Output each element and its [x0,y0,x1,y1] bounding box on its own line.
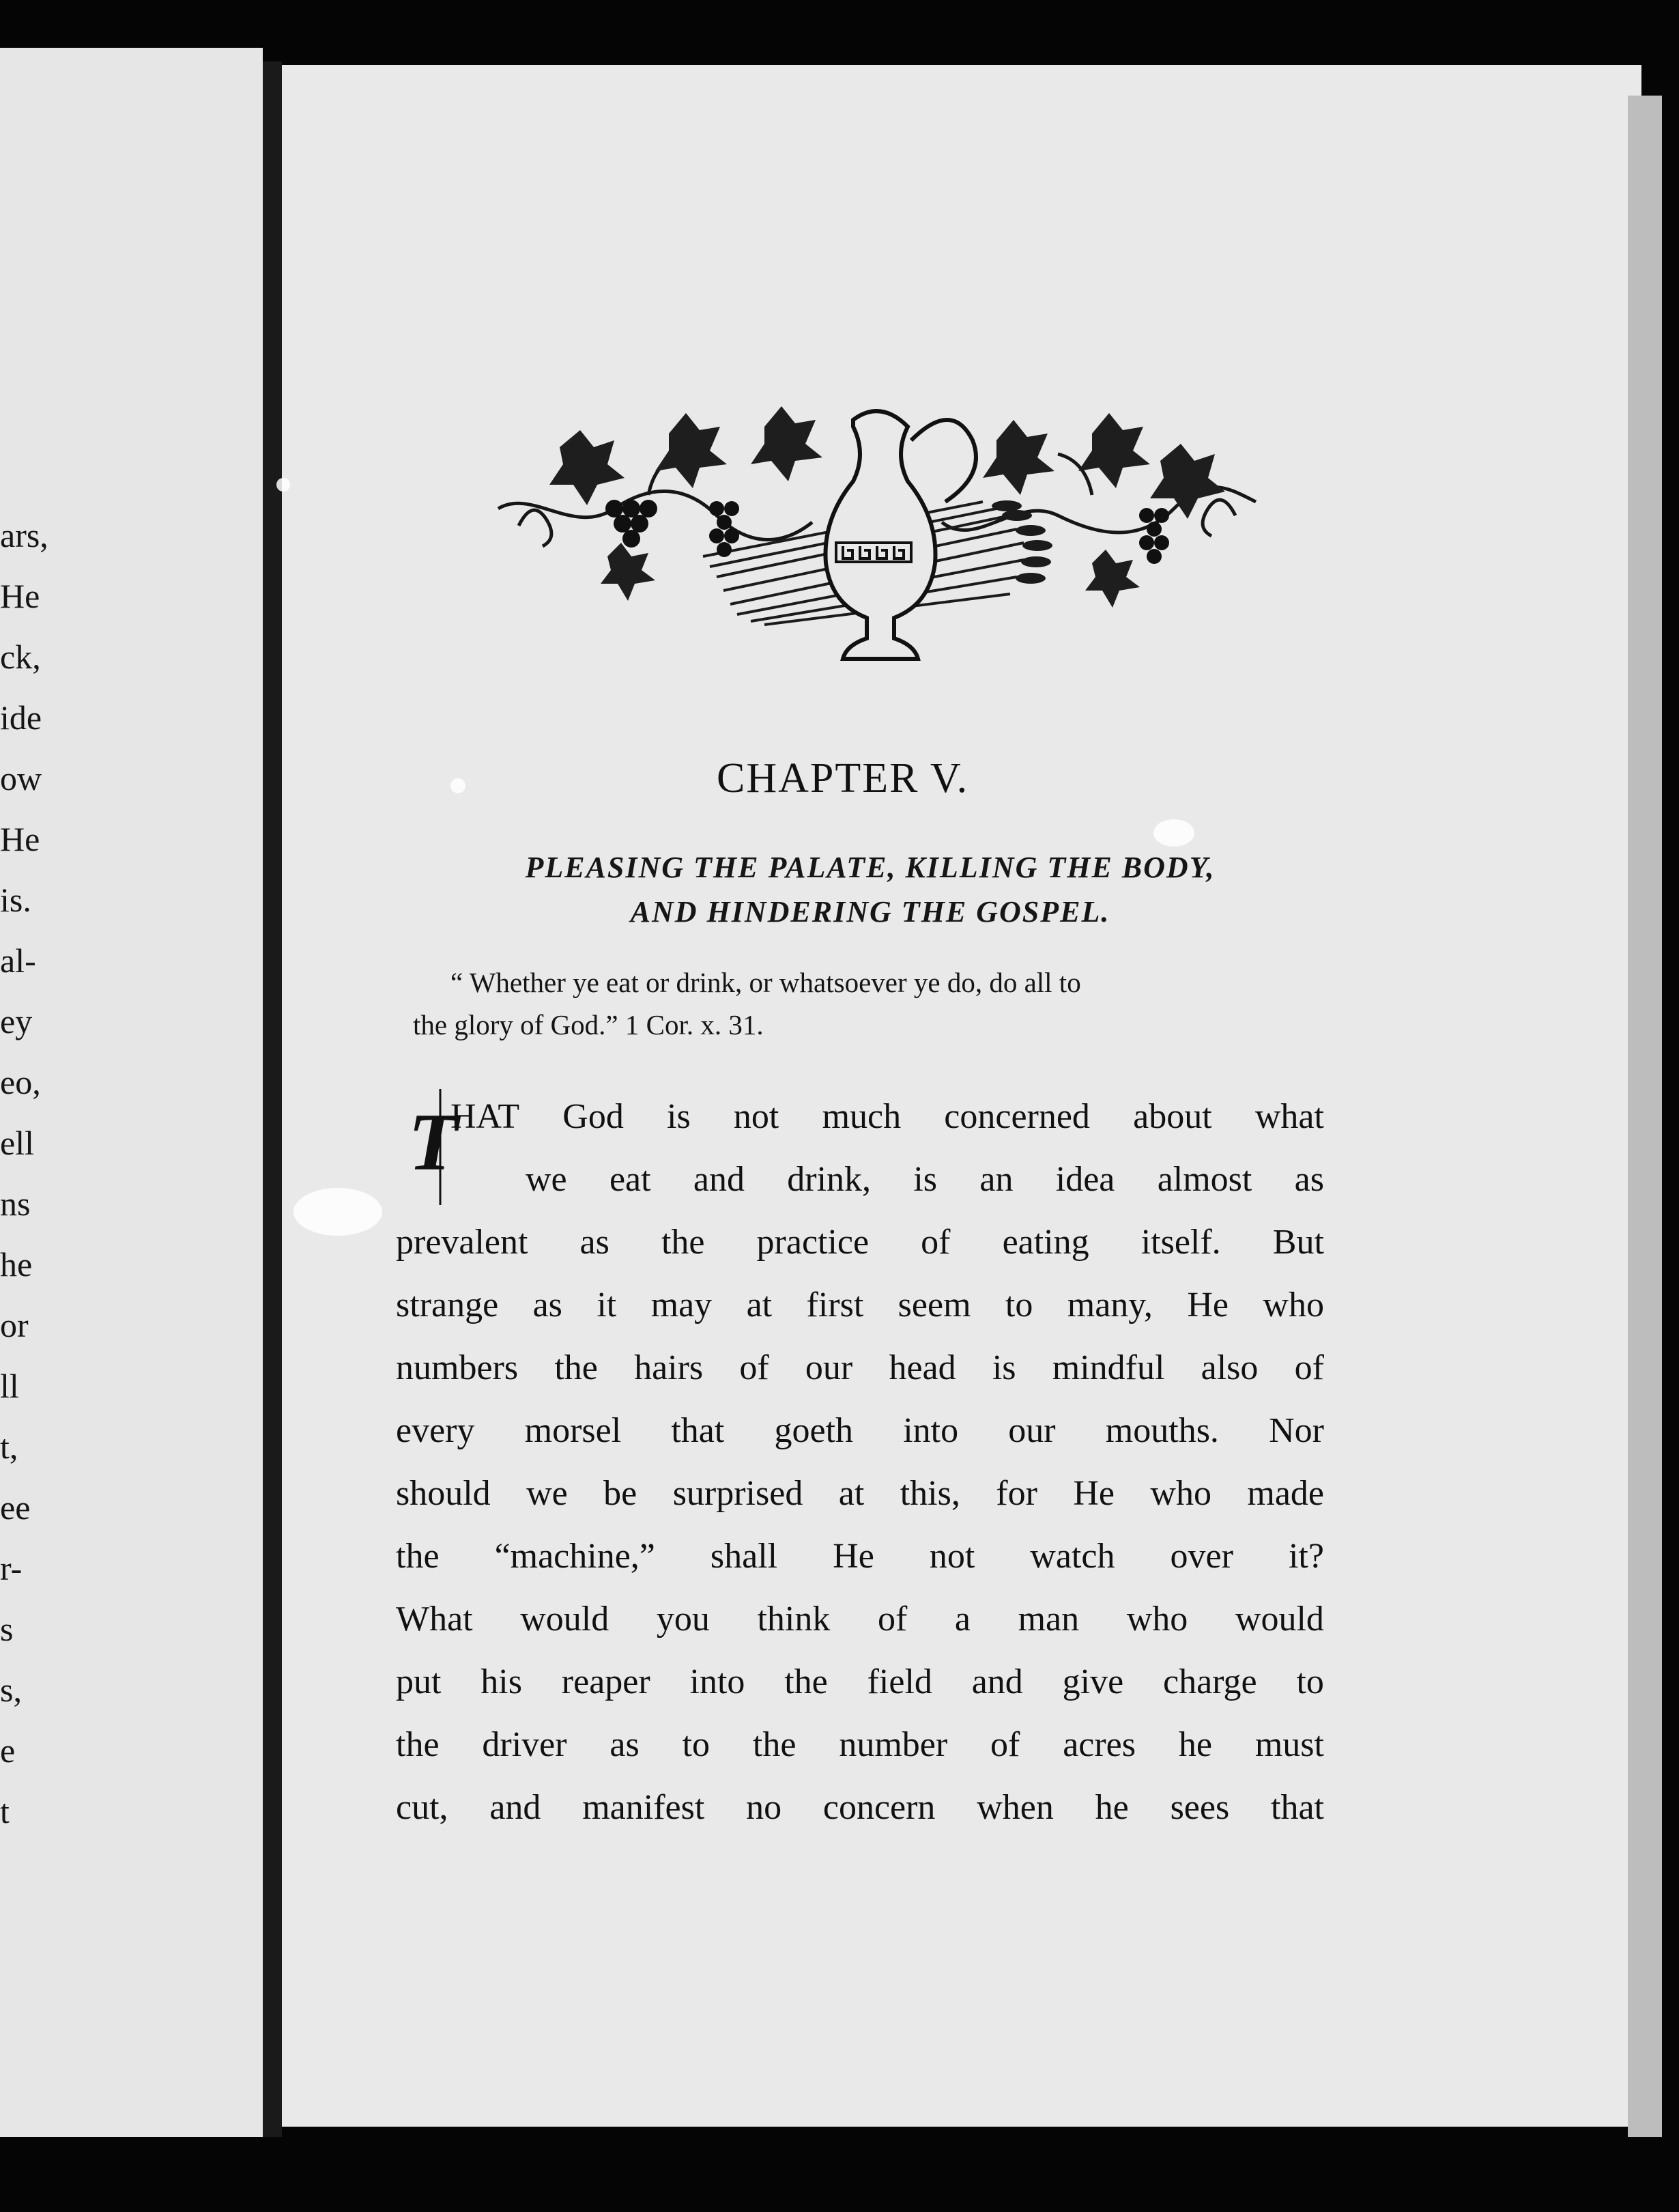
body-word: much [822,1097,902,1136]
previous-line-fragment: He [0,820,40,858]
scan-speck [1153,819,1194,847]
body-word: strange [396,1286,499,1324]
body-word: it [597,1286,617,1324]
body-word: may [650,1286,713,1324]
previous-line-fragment: eo, [0,1063,41,1101]
body-word: should [396,1474,491,1513]
body-word: concern [822,1788,936,1827]
body-word: But [1272,1223,1324,1262]
body-word: when [977,1788,1054,1827]
body-word: you [656,1600,710,1639]
body-word: he [1178,1725,1212,1764]
body-word: a [954,1600,971,1639]
body-word: and [693,1160,745,1199]
body-word: acres [1063,1725,1136,1764]
body-line-6 [396,1400,1324,1462]
body-word: of [1294,1348,1324,1387]
body-word: number [839,1725,948,1764]
body-word: eating [1002,1223,1089,1262]
body-word: of [990,1725,1020,1764]
previous-line-fragment: ow [0,759,42,797]
body-word: we [526,1160,567,1199]
body-word: to [682,1725,711,1764]
body-word: He [833,1537,874,1576]
body-word: about [1133,1097,1212,1136]
previous-line-fragment: al- [0,941,36,980]
body-line-1 [396,1086,1324,1148]
body-line-2 [396,1148,1324,1211]
body-word: our [1008,1411,1056,1450]
body-word: would [1235,1600,1324,1639]
body-word: mindful [1052,1348,1165,1387]
body-line-3 [396,1211,1324,1274]
body-word: many, [1067,1286,1153,1324]
body-word: who [1126,1600,1188,1639]
body-word: charge [1163,1662,1257,1701]
body-word: as [1294,1160,1324,1199]
body-word: hairs [634,1348,704,1387]
body-word: is [913,1160,938,1199]
chapter-subtitle-line-2: AND HINDERING THE GOSPEL. [630,895,1110,928]
body-word: prevalent [396,1223,528,1262]
body-word: give [1062,1662,1124,1701]
body-word: to [1296,1662,1324,1701]
scan-speck [276,478,290,492]
body-word: He [1073,1474,1115,1513]
previous-line-fragment: s [0,1610,14,1648]
body-line-9 [396,1588,1324,1651]
body-line-8 [396,1525,1324,1588]
body-word: head [889,1348,956,1387]
body-word: the [784,1662,828,1701]
drop-cap-letter: T [408,1096,459,1187]
body-word: drink, [787,1160,872,1199]
chapter-subtitle-line-1: PLEASING THE PALATE, KILLING THE BODY, [525,851,1216,884]
body-word: What [396,1600,473,1639]
body-word: would [520,1600,609,1639]
body-word: God [562,1097,624,1136]
body-word: as [579,1223,609,1262]
body-word: at [746,1286,773,1324]
body-word: for [996,1474,1037,1513]
previous-line-fragment: t, [0,1428,18,1466]
scan-speck [450,778,465,793]
body-word: shall [710,1537,778,1576]
body-word: be [603,1474,637,1513]
previous-line-fragment: is. [0,881,31,919]
body-word: must [1254,1725,1324,1764]
body-word: of [739,1348,769,1387]
body-word: the [554,1348,598,1387]
body-word: it? [1288,1537,1324,1576]
previous-line-fragment: or [0,1306,29,1344]
body-word: into [689,1662,745,1701]
body-word: every [396,1411,475,1450]
previous-line-fragment: r- [0,1549,23,1587]
body-word: itself. [1140,1223,1221,1262]
body-line-12 [396,1776,1324,1839]
scan-speck [293,1188,382,1236]
body-word: as [532,1286,562,1324]
body-word: over [1170,1537,1233,1576]
body-word: we [526,1474,568,1513]
body-word: he [1095,1788,1129,1827]
previous-line-fragment: s, [0,1671,22,1709]
body-word: man [1018,1600,1080,1639]
body-word: no [746,1788,782,1827]
body-word: the [752,1725,797,1764]
book-spine-gutter [263,61,282,2137]
body-word: surprised [672,1474,803,1513]
body-word: numbers [396,1348,519,1387]
body-word: almost [1157,1160,1252,1199]
body-word: watch [1030,1537,1115,1576]
previous-line-fragment: ide [0,698,42,737]
body-word: think [757,1600,831,1639]
body-word: also [1201,1348,1259,1387]
body-word: of [921,1223,951,1262]
body-word: goeth [774,1411,854,1450]
body-line-4 [396,1274,1324,1337]
previous-line-fragment: ee [0,1488,31,1527]
previous-line-fragment: ell [0,1124,34,1162]
body-word: practice [756,1223,870,1262]
body-word: who [1150,1474,1211,1513]
previous-line-fragment: he [0,1245,33,1284]
body-word: what [1254,1097,1324,1136]
body-word: field [867,1662,932,1701]
chapter-body-text [396,1086,1324,1839]
previous-line-fragment: ey [0,1002,33,1040]
body-word: our [805,1348,853,1387]
body-word: “machine,” [494,1537,655,1576]
body-word: is [992,1348,1016,1387]
vine-pitcher-ornament [491,406,1263,666]
body-word: idea [1055,1160,1115,1199]
body-word: not [929,1537,975,1576]
body-word: seem [898,1286,971,1324]
body-word: reaper [561,1662,650,1701]
body-word: the [396,1725,440,1764]
body-word: of [877,1600,908,1639]
previous-line-fragment: t [0,1792,10,1830]
body-word: made [1247,1474,1324,1513]
body-word: manifest [582,1788,705,1827]
previous-line-fragment: He [0,577,40,615]
body-word: sees [1170,1788,1230,1827]
body-word: to [1005,1286,1033,1324]
previous-page [0,48,263,2137]
previous-line-fragment: ll [0,1367,19,1405]
body-word: into [903,1411,959,1450]
body-word: HAT [450,1097,520,1136]
epigraph-line-2: the glory of God.” 1 Cor. x. 31. [413,1009,764,1040]
previous-line-fragment: e [0,1731,16,1770]
chapter-title: CHAPTER V. [717,755,969,802]
previous-line-fragment: ck, [0,638,41,676]
body-word: an [979,1160,1014,1199]
body-word: this, [900,1474,960,1513]
body-word: first [806,1286,864,1324]
previous-line-fragment: ars, [0,516,48,554]
body-word: is [667,1097,691,1136]
body-word: as [609,1725,640,1764]
body-word: that [1271,1788,1324,1827]
body-word: put [396,1662,442,1701]
body-word: that [671,1411,725,1450]
body-word: concerned [944,1097,1090,1136]
body-line-11 [396,1714,1324,1776]
previous-page-text [0,505,61,1842]
body-word: mouths. [1105,1411,1219,1450]
body-line-5 [396,1337,1324,1400]
body-word: his [480,1662,522,1701]
body-word: morsel [524,1411,622,1450]
body-word: and [971,1662,1023,1701]
body-line-7 [396,1462,1324,1525]
body-word: He [1187,1286,1229,1324]
body-word: eat [609,1160,651,1199]
body-word: Nor [1269,1411,1324,1450]
body-line-10 [396,1651,1324,1714]
body-word: the [661,1223,705,1262]
body-word: who [1263,1286,1324,1324]
previous-line-fragment: ns [0,1185,31,1223]
body-word: not [733,1097,779,1136]
body-word: cut, [396,1788,448,1827]
body-word: at [838,1474,865,1513]
page-edge [1628,96,1662,2137]
body-word: and [489,1788,541,1827]
body-word: the [396,1537,440,1576]
epigraph-line-1: “ Whether ye eat or drink, or whatsoever ye do, do all to [450,967,1081,998]
body-word: driver [482,1725,567,1764]
